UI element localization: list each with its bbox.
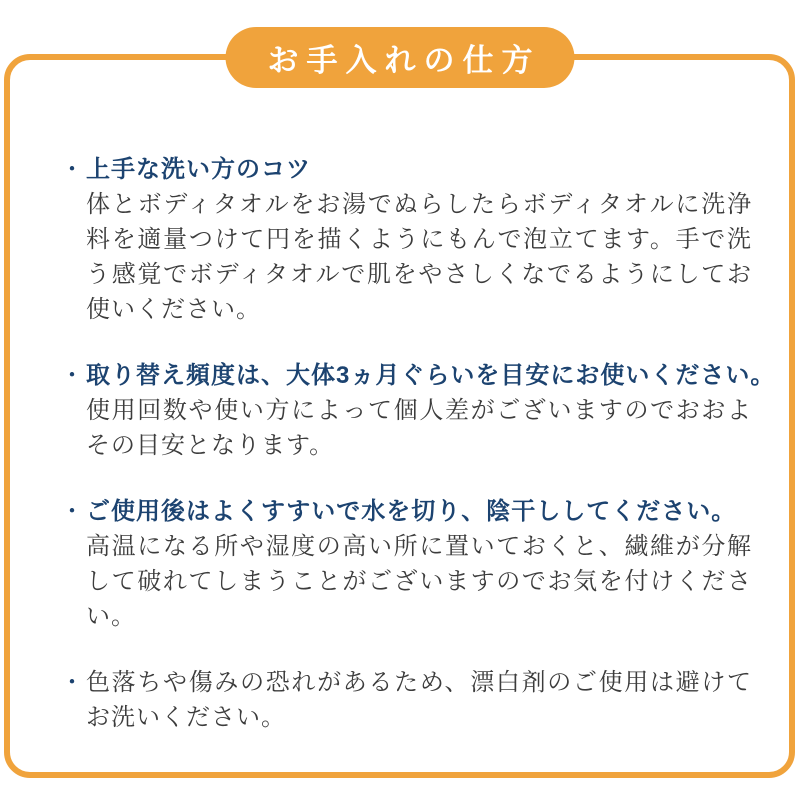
section-heading: ご使用後はよくすすいで水を切り、陰干ししてください。 [86, 498, 737, 525]
instruction-list [60, 152, 776, 766]
section-body: 体とボディタオルをお湯でぬらしたらボディタオルに洗浄料を適量つけて円を描くようにもんで泡立てます。手で洗う感覚でボディタオルで肌をやさしくなでるようにしてお使いください。 [86, 191, 752, 323]
bullet-marker: ・ [60, 156, 85, 183]
page-title: お手入れの仕方 [267, 43, 541, 78]
list-item [60, 665, 752, 735]
section-body: 使用回数や使い方によって個人差がございますのでおおよその目安となります。 [86, 397, 752, 459]
list-item [60, 152, 752, 327]
bullet-marker: ・ [60, 498, 85, 525]
list-item [60, 358, 776, 463]
list-item [60, 494, 752, 634]
section-heading: 上手な洗い方のコツ [86, 156, 311, 183]
section-heading: 取り替え頻度は、大体3ヵ月ぐらいを目安にお使いください。 [86, 362, 776, 389]
bullet-marker: ・ [60, 362, 85, 389]
title-badge [226, 27, 575, 88]
section-body: 色落ちや傷みの恐れがあるため、漂白剤のご使用は避けてお洗いください。 [86, 669, 752, 731]
bullet-marker: ・ [60, 669, 85, 696]
section-body: 高温になる所や湿度の高い所に置いておくと、繊維が分解して破れてしまうことがございますのでお気を付けください。 [86, 533, 752, 630]
